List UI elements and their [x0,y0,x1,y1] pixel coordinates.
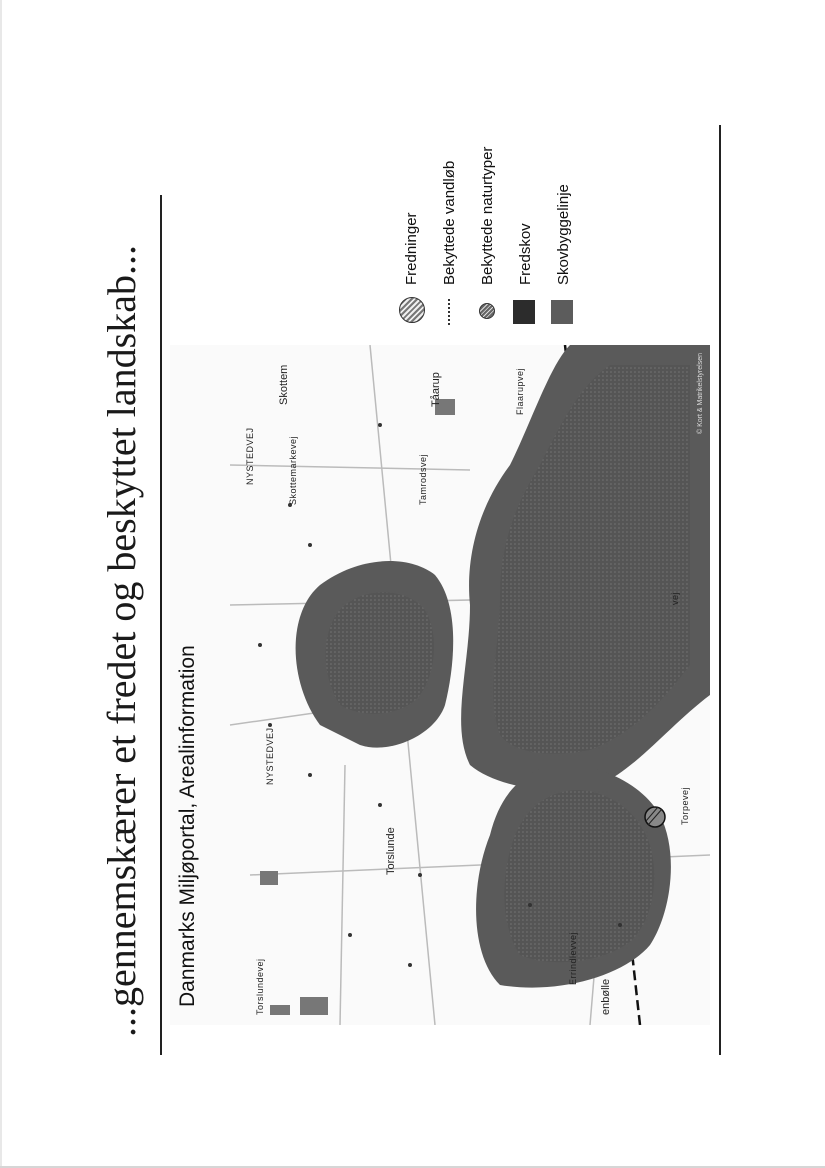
place-label-taarup: Tåarup [430,372,442,407]
legend-item-skovbyggelinje [544,125,582,325]
place-label-torslunde: Torslunde [385,827,397,875]
legend-item-fredninger [392,125,430,325]
grey-square-icon [550,297,576,325]
dark-square-icon [512,297,538,325]
small-hatched-circle-icon [474,297,500,325]
road-label-errindlevvej: Errindlevvej [568,931,578,985]
road-label-tamrodsvej: Tamrodsvej [418,453,428,505]
legend-label: Bekyttede vandløb [440,160,458,285]
road-label-nystedvej-left: NYSTEDVEJ [265,727,275,785]
hatched-circle-icon [398,297,424,325]
dotted-line-icon [436,297,462,325]
slide-title: ...gennemskærer et fredet og beskyttet landskab... [99,245,144,1037]
rotated-slide [92,125,732,1055]
bottom-rule [719,125,721,1055]
legend-label: Fredninger [402,212,420,285]
place-label-enbolle: enbølle [600,978,612,1015]
legend-label: Fredskov [516,223,534,285]
map-copyright: © Kort & Matrikelstyrelsen [697,353,704,435]
fredning-marker [645,807,665,827]
legend-item-naturtyper [468,125,506,325]
legend-label: Bekyttede naturtyper [478,146,496,285]
map-panel [170,345,710,1025]
road-label-skottemarkevej: Skottemarkevej [288,435,298,505]
place-label-skottem: Skottem [278,364,290,405]
road-label-vej-partial: vej [670,591,680,605]
road-label-torslundevej: Torslundevej [255,958,265,1015]
legend-item-fredskov [506,125,544,325]
road-label-nystedvej-right: NYSTEDVEJ [245,427,255,485]
legend-label: Skovbyggelinje [554,184,572,285]
legend-item-vandlob [430,125,468,325]
map-source-label: Danmarks Miljøportal, Arealinformation [176,645,199,1007]
map-legend [392,125,582,325]
scan-edge-left [0,0,2,1168]
road-label-flaarupvej: Flaarupvej [515,367,525,415]
road-label-torpevej: Torpevej [680,786,690,825]
title-rule [160,195,162,1055]
